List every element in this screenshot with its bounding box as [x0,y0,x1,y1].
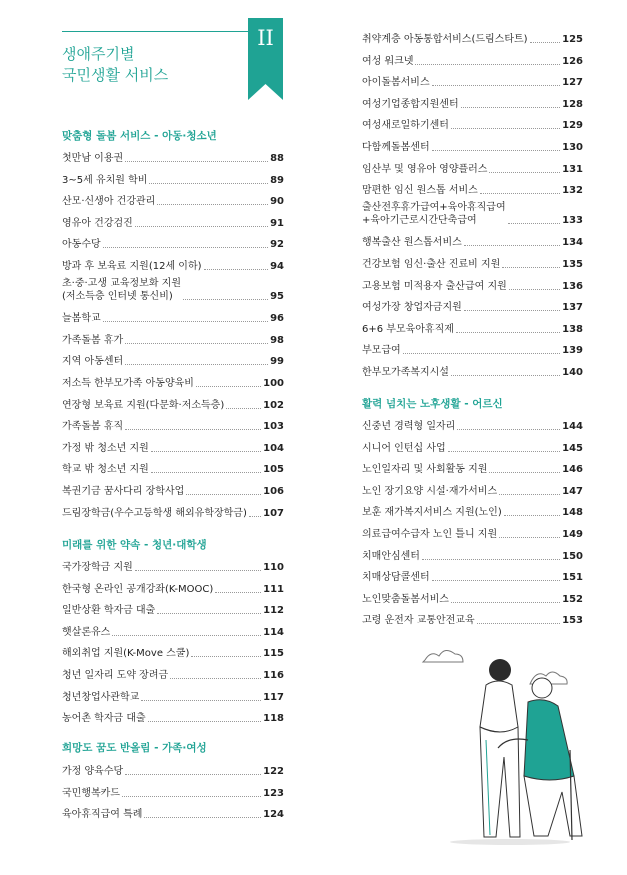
toc-entry-page: 146 [562,464,583,476]
toc-entry [362,335,583,357]
toc-entry [362,89,583,111]
toc-entry [62,411,284,433]
toc-entry [62,682,284,704]
toc-entry-page: 95 [270,290,284,302]
toc-entry [62,208,284,230]
dot-leader [125,161,268,162]
toc-entry [362,562,583,584]
dot-leader [196,386,261,387]
toc-entry-label: 맘편한 임신 원스톱 서비스 [362,185,478,197]
toc-entry-label: 여성기업종합지원센터 [362,98,459,110]
toc-entry [62,476,284,498]
toc-entry-label: 노인일자리 및 사회활동 지원 [362,464,488,476]
toc-entry [362,154,583,176]
dot-leader [530,42,561,43]
toc-entry-label: 해외취업 지원(K-Move 스쿨) [62,648,190,660]
dot-leader [183,299,268,300]
toc-entry [62,303,284,325]
toc-entry-page: 91 [270,217,284,229]
toc-entry-label: 노인맞춤돌봄서비스 [362,593,449,605]
dot-leader [464,245,560,246]
toc-entry-page: 110 [263,562,284,573]
dot-leader [432,580,561,581]
chapter-title-line2: 국민생활 서비스 [62,66,169,84]
toc-entry-page: 133 [562,214,583,226]
toc-entry-label: 건강보험 임신·출산 진료비 지원 [362,259,501,270]
toc-entry-label: 아이돌봄서비스 [362,77,430,89]
toc-entry-page: 140 [562,367,583,378]
toc-entry-page: 135 [562,259,583,270]
toc-entry [62,273,284,303]
toc-entry-page: 111 [263,583,284,595]
toc-entry-label: 연장형 보육료 지원(다문화·저소득층) [62,399,225,411]
dot-leader [477,623,561,624]
dot-leader [509,289,560,290]
toc-entry-label: 부모급여 [362,345,401,357]
dot-leader [489,472,560,473]
toc-entry [62,595,284,617]
toc-entry-label: 국민행복카드 [62,787,120,799]
toc-entry-label: 방과 후 보육료 지원(12세 이하) [62,261,202,272]
toc-entry-page: 99 [270,356,284,368]
dot-leader [456,332,560,333]
dot-leader [451,128,560,129]
dot-leader [457,429,560,430]
toc-entry [362,541,583,563]
toc-entry-label: 저소득 한부모가족 아동양육비 [62,378,194,389]
toc-entry-page: 92 [270,239,284,251]
toc-entry-label: 여성새로일하기센터 [362,120,449,132]
dot-leader [226,408,261,409]
toc-entry-label: 시니어 인턴십 사업 [362,442,446,454]
toc-entry-page: 104 [263,442,284,454]
toc-entry-label: 복권기금 꿈사다리 장학사업 [62,486,185,497]
toc-entry-page: 122 [263,766,284,777]
title-rule [62,31,248,32]
dot-leader [504,515,560,516]
toc-entry [62,552,284,574]
chapter-title-line1: 생애주기별 [62,45,135,63]
toc-entry-page: 138 [562,323,583,335]
toc-entry-label: 학교 밖 청소년 지원 [62,464,149,476]
toc-entry-page: 132 [562,185,583,197]
toc-entry [62,703,284,725]
toc-entry-page: 118 [263,713,284,725]
toc-entry-label: 고령 운전자 교통안전교육 [362,615,475,627]
toc-entry [62,143,284,165]
toc-entry [62,390,284,412]
toc-entry [362,110,583,132]
toc-entry-page: 105 [263,464,284,476]
toc-entry-label: 청년창업사관학교 [62,691,140,703]
toc-entry-page: 149 [562,529,583,540]
section-title: 맞춤형 돌봄 서비스 - 아동·청소년 [62,130,217,142]
toc-entry [362,249,583,271]
toc-entry-page: 98 [270,334,284,346]
toc-entry-label: 3~5세 유치원 학비 [62,174,148,186]
toc-entry-label: 초·중·고생 교육정보화 지원 (저소득층 인터넷 통신비) [62,277,181,302]
toc-entry-label: 육아휴직급여 특례 [62,809,143,821]
dot-leader [502,267,560,268]
toc-entry-label: 한부모가족복지시설 [362,367,449,378]
toc-entry-label: 농어촌 학자금 대출 [62,713,146,725]
toc-entry-page: 116 [263,670,284,681]
toc-entry-page: 153 [562,615,583,627]
toc-entry-label: 치매안심센터 [362,550,420,562]
toc-entry-page: 123 [263,787,284,799]
toc-entry-label: 보훈 재가복지서비스 지원(노인) [362,507,502,519]
toc-entry-page: 117 [263,691,284,703]
toc-entry [362,227,583,249]
toc-entry [362,411,583,433]
toc-entry [62,229,284,251]
toc-entry-page: 147 [562,485,583,497]
dot-leader [415,64,560,65]
toc-entry [362,132,583,154]
toc-entry-label: 치매상담콜센터 [362,572,430,584]
toc-entry-page: 103 [263,421,284,433]
toc-entry [362,519,583,541]
toc-entry [362,292,583,314]
dot-leader [451,375,560,376]
dot-leader [422,559,560,560]
toc-entry [62,756,284,778]
toc-entry-label: 영유아 건강검진 [62,217,133,229]
dot-leader [135,570,261,571]
dot-leader [125,774,261,775]
dot-leader [157,204,268,205]
toc-entry [362,175,583,197]
toc-entry-page: 127 [562,77,583,89]
toc-entry [362,605,583,627]
toc-entry [362,357,583,379]
toc-entry [62,186,284,208]
dot-leader [249,516,261,517]
toc-entry-label: 드림장학금(우수고등학생 해외유학장학금) [62,507,247,519]
toc-entry [62,433,284,455]
dot-leader [186,494,261,495]
toc-entry [62,346,284,368]
toc-entry-page: 106 [263,486,284,497]
toc-entry-page: 88 [270,153,284,164]
dot-leader [125,429,261,430]
toc-entry-label: 국가장학금 지원 [62,562,133,573]
toc-entry-page: 124 [263,809,284,821]
toc-entry-label: 일반상환 학자금 대출 [62,605,156,617]
dot-leader [432,85,561,86]
toc-entry-page: 130 [562,142,583,153]
toc-entry-page: 102 [263,399,284,411]
dot-leader [215,592,261,593]
toc-entry-page: 145 [562,442,583,454]
toc-entry-label: 의료급여수급자 노인 틀니 지원 [362,529,498,540]
toc-entry [62,368,284,390]
toc-entry [62,638,284,660]
toc-entry-page: 148 [562,507,583,519]
toc-entry-page: 151 [562,572,583,584]
dot-leader [122,796,261,797]
toc-entry [62,660,284,682]
toc-entry-label: 한국형 온라인 공개강좌(K-MOOC) [62,583,214,595]
toc-entry-label: 여성 워크넷 [362,55,414,67]
toc-entry-page: 137 [562,302,583,314]
toc-entry-page: 152 [562,593,583,605]
toc-entry-label: 청년 일자리 도약 장려금 [62,670,169,681]
toc-entry-label: 지역 아동센터 [62,356,124,368]
toc-entry-page: 131 [562,163,583,175]
toc-entry-label: 가정 밖 청소년 지원 [62,442,149,454]
toc-entry-page: 94 [270,261,284,272]
toc-entry [362,497,583,519]
dot-leader [125,343,268,344]
dot-leader [448,451,560,452]
toc-entry-page: 139 [562,345,583,357]
toc-entry-label: 가족돌봄 휴가 [62,334,124,346]
toc-entry [62,325,284,347]
toc-entry [62,251,284,273]
toc-entry-page: 89 [270,174,284,186]
toc-entry-page: 107 [263,507,284,519]
toc-entry [362,476,583,498]
toc-entry-page: 96 [270,313,284,325]
toc-entry-page: 114 [263,626,284,638]
toc-entry [362,46,583,68]
toc-entry [62,165,284,187]
toc-entry-label: 출산전후휴가급여+육아휴직급여 +육아기근로시간단축급여 [362,201,506,226]
caregiver-elder-illustration [420,640,600,850]
dot-leader [461,107,561,108]
toc-entry-page: 134 [562,237,583,249]
toc-entry-page: 126 [562,55,583,67]
toc-entry-label: 햇살론유스 [62,626,111,638]
toc-entry-page: 125 [562,34,583,45]
toc-entry-page: 144 [562,421,583,432]
chapter-title [62,44,168,86]
dot-leader [489,172,560,173]
toc-entry [62,799,284,821]
toc-entry-label: 늘봄학교 [62,313,101,325]
dot-leader [499,537,560,538]
dot-leader [403,353,560,354]
toc-entry [62,778,284,800]
dot-leader [103,321,268,322]
chapter-numeral: II [257,26,274,50]
toc-entry-label: 가정 양육수당 [62,766,124,777]
dot-leader [508,223,561,224]
toc-entry [362,197,583,227]
dot-leader [432,150,561,151]
toc-entry [362,314,583,336]
toc-entry-label: 다함께돌봄센터 [362,142,430,153]
dot-leader [157,613,261,614]
toc-entry-label: 첫만남 이용권 [62,153,124,164]
toc-entry-label: 아동수당 [62,239,101,251]
section-title: 미래를 위한 약속 - 청년·대학생 [62,539,207,551]
toc-entry [62,617,284,639]
toc-entry-label: 행복출산 원스톱서비스 [362,237,462,249]
toc-entry [62,574,284,596]
dot-leader [112,635,261,636]
dot-leader [499,494,560,495]
toc-entry [362,454,583,476]
toc-entry-label: 산모·신생아 건강관리 [62,196,156,208]
dot-leader [135,226,268,227]
toc-entry [362,433,583,455]
dot-leader [103,247,268,248]
toc-entry [362,67,583,89]
dot-leader [151,451,261,452]
toc-entry [62,498,284,520]
toc-entry-page: 112 [263,605,284,617]
dot-leader [204,269,269,270]
dot-leader [480,193,560,194]
toc-entry-page: 90 [270,196,284,208]
section-title: 활력 넘치는 노후생활 - 어르신 [362,398,503,410]
toc-entry [62,454,284,476]
toc-entry-page: 150 [562,550,583,562]
toc-entry-label: 신중년 경력형 일자리 [362,421,456,432]
toc-entry [362,271,583,293]
dot-leader [170,678,261,679]
toc-entry-label: 노인 장기요양 시설·재가서비스 [362,485,498,497]
toc-entry [362,584,583,606]
dot-leader [144,817,261,818]
section-title: 희망도 꿈도 반올림 - 가족·여성 [62,742,207,754]
toc-entry-label: 가족돌봄 휴직 [62,421,124,433]
dot-leader [191,656,261,657]
toc-entry-label: 취약계층 아동통합서비스(드림스타트) [362,34,528,45]
dot-leader [451,602,560,603]
toc-entry [362,24,583,46]
dot-leader [464,310,560,311]
toc-entry-label: 고용보험 미적용자 출산급여 지원 [362,280,507,292]
toc-entry-page: 115 [263,648,284,660]
dot-leader [125,364,268,365]
dot-leader [149,183,268,184]
dot-leader [148,721,261,722]
toc-entry-label: 임산부 및 영유아 영양플러스 [362,163,488,175]
toc-entry-page: 100 [263,378,284,389]
toc-entry-page: 128 [562,98,583,110]
toc-entry-label: 여성가장 창업자금지원 [362,302,462,314]
toc-entry-page: 129 [562,120,583,132]
dot-leader [151,472,261,473]
dot-leader [141,700,261,701]
toc-entry-label: 6+6 부모육아휴직제 [362,323,454,335]
toc-entry-page: 136 [562,280,583,292]
